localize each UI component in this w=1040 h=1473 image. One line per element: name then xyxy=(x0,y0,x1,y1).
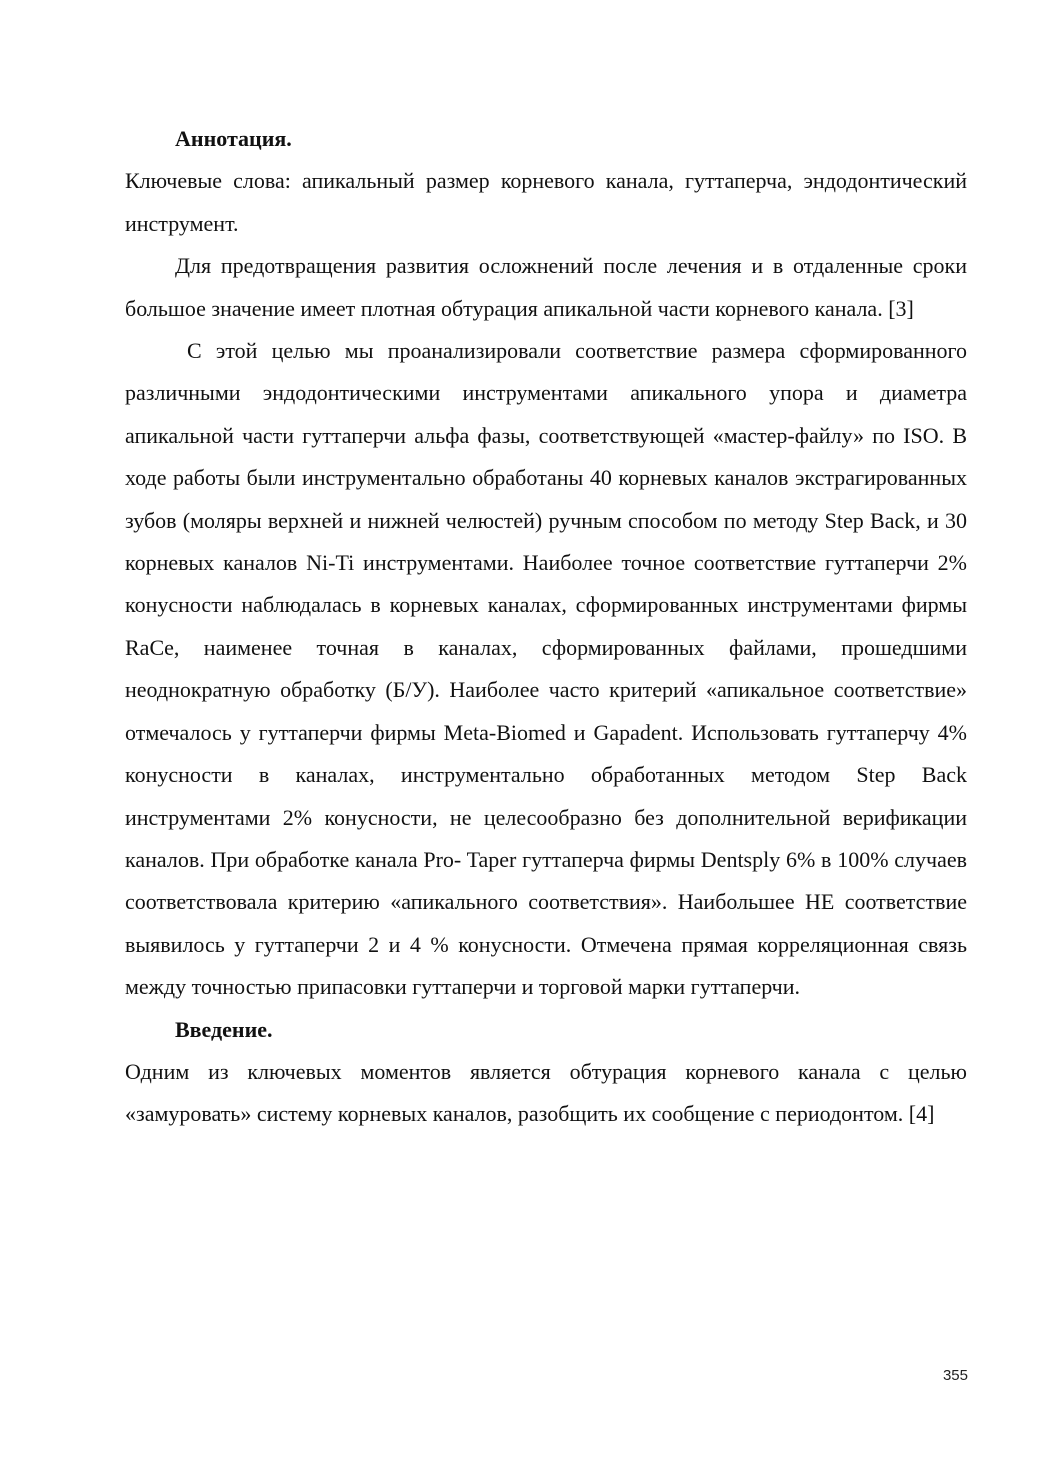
annotation-heading: Аннотация. xyxy=(175,126,292,151)
paragraph-2: С этой целью мы проанализировали соответствие размера сформированного различными эндодонтическими инструментами апикального упора и диаметра апикальной части гуттаперчи альфа фазы, соответствующей «мастер-файлу» по ISO. В ходе работы были инструментально обработаны 40 корневых каналов экстрагированных зубов (моляры верхней и нижней челюстей) ручным способом по методу Step Back, и 30 корневых каналов Ni-Ti инструментами. Наиболее точное соответствие гуттаперчи 2% конусности наблюдалась в корневых каналах, сформированных инструментами фирмы RaCe, наименее точная в каналах, сформированных файлами, прошедшими неоднократную обработку (Б/У). Наиболее часто критерий «апикальное соответствие» отмечалось у гуттаперчи фирмы Meta-Biomed и Gapadent. Использовать гуттаперчу 4% конусности в каналах, инструментально обработанных методом Step Back инструментами 2% конусности, не целесообразно без дополнительной верификации каналов. При обработке канала Pro- Taper гуттаперча фирмы Dentsply 6% в 100% случаев соответствовала критерию «апикального соответствия». Наибольшее НЕ соответствие выявилось у гуттаперчи 2 и 4 % конусности. Отмечена прямая корреляционная связь между точностью припасовки гуттаперчи и торговой марки гуттаперчи. xyxy=(125,338,967,1000)
page-number: 355 xyxy=(942,1367,968,1384)
paragraph-3: Одним из ключевых моментов является обтурация корневого канала с целью «замуровать» систему корневых каналов, разобщить их сообщение с периодонтом. [4] xyxy=(125,1058,967,1127)
keywords-paragraph: Ключевые слова: апикальный размер корневого канала, гуттаперча, эндодонтический инструмент. xyxy=(125,168,967,236)
paragraph-1: Для предотвращения развития осложнений после лечения и в отдаленные сроки большое значение имеет плотная обтурация апикальной части корневого канала. [3] xyxy=(125,253,967,321)
introduction-heading: Введение. xyxy=(175,1016,273,1042)
document-body xyxy=(125,118,967,1136)
